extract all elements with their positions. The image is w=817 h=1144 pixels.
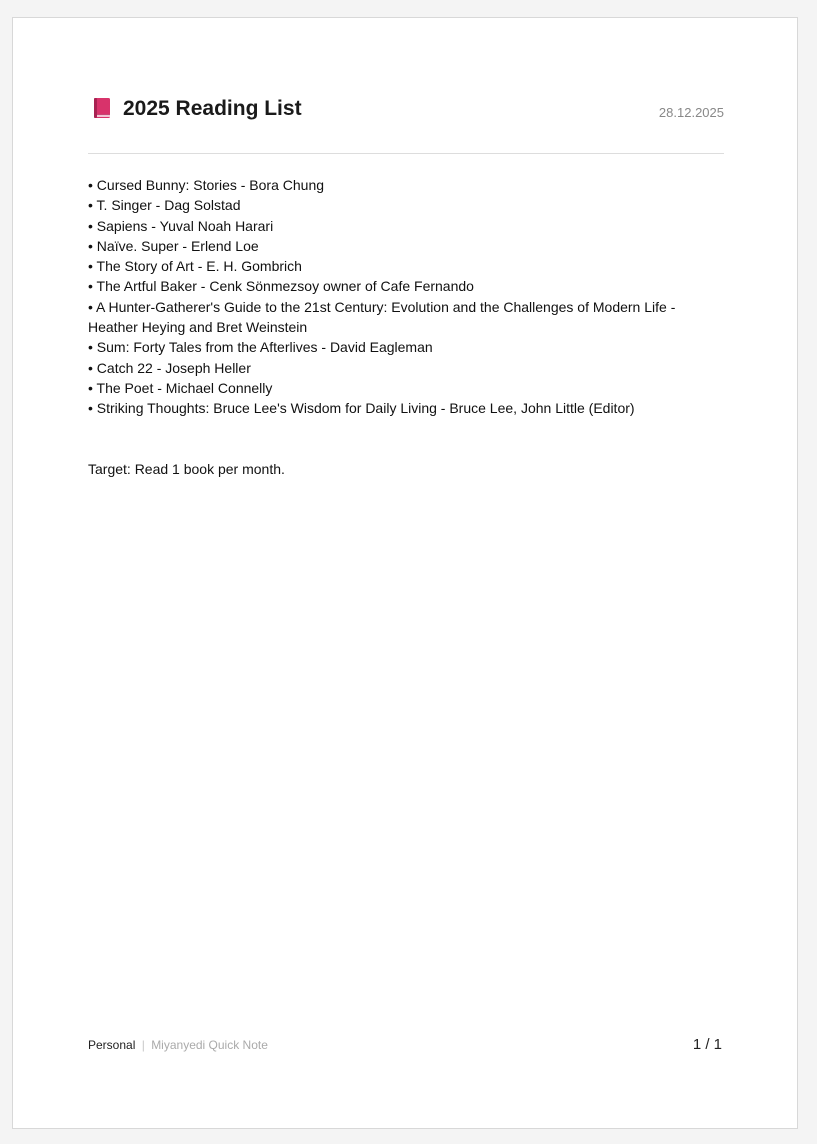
book-list <box>88 175 724 419</box>
footer <box>88 1037 268 1053</box>
list-item: • Sapiens - Yuval Noah Harari <box>88 217 274 234</box>
list-item: • The Story of Art - E. H. Gombrich <box>88 258 302 275</box>
header-divider <box>88 153 724 154</box>
list-item: • T. Singer - Dag Solstad <box>88 197 241 214</box>
note-header <box>88 96 724 126</box>
book-icon <box>93 97 111 119</box>
page-title: 2025 Reading List <box>123 97 302 120</box>
note-page <box>12 17 798 1129</box>
list-item: • Catch 22 - Joseph Heller <box>88 359 251 376</box>
list-item: • A Hunter-Gatherer's Guide to the 21st Century: Evolution and the Challenges of Modern Life - Heather Heying and Bret Weinstein <box>88 298 676 336</box>
note-body <box>88 175 724 479</box>
footer-separator: | <box>141 1038 145 1052</box>
page-counter: 1 / 1 <box>692 1036 722 1053</box>
list-item: • Cursed Bunny: Stories - Bora Chung <box>88 177 325 193</box>
list-item: • The Artful Baker - Cenk Sönmezsoy owner of Cafe Fernando <box>88 278 474 295</box>
list-item: • Striking Thoughts: Bruce Lee's Wisdom for Daily Living - Bruce Lee, John Little (Editor) <box>88 400 635 417</box>
note-date: 28.12.2025 <box>658 105 724 120</box>
list-item: • Naïve. Super - Erlend Loe <box>88 237 259 254</box>
footer-app-name: Miyanyedi Quick Note <box>151 1038 268 1052</box>
list-item: • Sum: Forty Tales from the Afterlives - David Eagleman <box>88 339 433 356</box>
list-item: • The Poet - Michael Connelly <box>88 379 273 396</box>
footer-category: Personal <box>88 1038 136 1052</box>
target-text: Target: Read 1 book per month. <box>88 460 285 477</box>
